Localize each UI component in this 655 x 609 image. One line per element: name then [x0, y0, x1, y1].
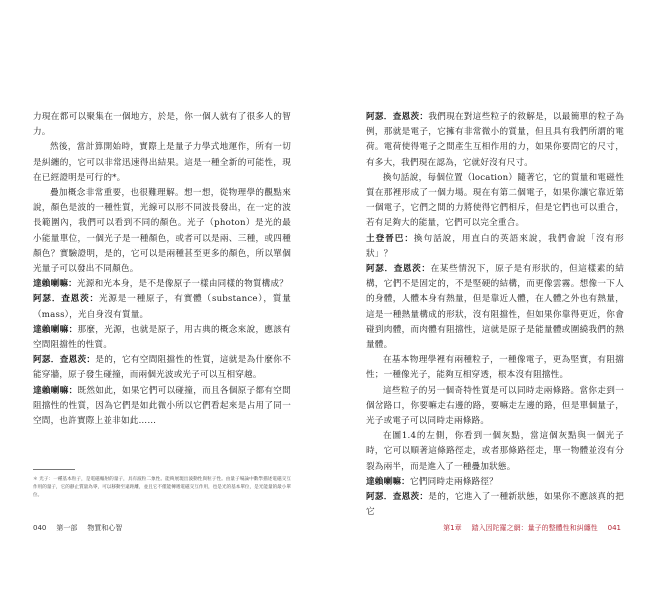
paragraph: 力現在都可以聚集在一個地方，於是，你一個人就有了很多人的智力。: [33, 112, 291, 138]
page-number: 041: [607, 524, 621, 532]
dialogue-paragraph: 阿瑟．查恩茨：是的，它進入了一種新狀態，如果你不應該真的把它: [366, 492, 625, 518]
dialogue-paragraph: 達賴喇嘛：那麼，光源，也就是原子，用古典的概念來說，應該有空間阻擋性的性質。: [33, 324, 291, 351]
speaker-name: 阿瑟．查恩茨：: [33, 294, 99, 305]
paragraph: 在基本物理學裡有兩種粒子，一種像電子，更為堅實，有阻擋性；一種像光子，能夠互相穿透，根本沒有阻擋性。: [366, 355, 624, 381]
speaker-name: 達賴喇嘛：: [33, 385, 78, 396]
speaker-name: 達賴喇嘛：: [33, 279, 77, 290]
chapter-title: 踏入因陀羅之網：量子的整體性和糾纏性: [471, 524, 598, 532]
dialogue-paragraph: 阿瑟．查恩茨：光源是一種原子，有實體（substance），質量（mass），光自身沒有質量。: [33, 294, 291, 320]
speaker-name: 阿瑟．查恩茨：: [366, 492, 429, 503]
paragraph: 然後，當計算開始時，實際上是量子力學式地運作，所有一切是糾纏的，它可以非常迅速得出結果。這是一種全新的可能性，現在已經證明是可行的*。: [33, 142, 291, 183]
paragraph: 換句話說，每個位置（location）隨著它，它的質量和電磁性質在那裡形成了一個力場。現在有第二個電子，如果你讓它靠近第一個電子，它們之間的力將使得它們相斥，但是它們也可以重合，若有足夠大的能量，它們可以完全重合。: [366, 172, 624, 229]
dialogue-paragraph: 阿瑟．查恩茨：在某些情況下，原子是有形狀的，但這樣素的結構，它們不是固定的，不是堅硬的結構，而更像雲霧。想像一下人的身體，人體本身有熱量，但是靠近人體，在人體之外也有熱量，這是一種熱量構成的形狀，沒有阻擋性，但如果你靠得更近，你會碰到肉體，而肉體有阻擋性，這就是原子是能量體或圍繞我們的熱量體。: [366, 264, 624, 351]
dialogue-paragraph: 達賴喇嘛：既然如此，如果它們可以碰撞，而且各個原子都有空間阻擋性的性質，因為它們是如此微小所以它們看起來是占用了同一空間，也許實際上並非如此……: [33, 385, 291, 427]
footnote: ＊ 光子：一種基本粒子，是電磁輻射的量子，具有波粒二象性。能夠展現出波動性與粒子性。由量子場論中數學描述電磁交互作用的量子，它的靜止質量為零，可以移動至遠距離，並且它不僅能傳遞電磁交互作用，也是光的基本單位，是光能量的最小單位。: [33, 477, 291, 498]
page-number: 040: [33, 524, 47, 532]
dialogue-paragraph: 阿瑟．查恩茨：是的，它有空間阻擋性的性質，這就是為什麼你不能穿牆，原子發生碰撞，而兩個光波或光子可以互相穿越。: [33, 355, 292, 381]
paragraph: 這些粒子的另一個奇特性質是可以同時走兩條路。當你走到一個岔路口，你要嘛走右邊的路，要嘛走左邊的路，但是單個量子，光子或電子可以同時走兩條路。: [366, 385, 624, 427]
left-folio: [33, 523, 122, 533]
dialogue-paragraph: 土登晉巴：換句話說，用直白的英語來說，我們會說「沒有形狀」？: [366, 233, 624, 259]
right-page: [366, 110, 624, 520]
right-folio: [443, 523, 621, 533]
speaker-name: 達賴喇嘛：: [33, 324, 78, 335]
speaker-name: 阿瑟．查恩茨：: [366, 112, 429, 122]
part-title: 物質和心智: [87, 524, 123, 532]
chapter-label: 第1章: [443, 524, 462, 532]
left-page: [33, 110, 291, 429]
speaker-name: 土登晉巴：: [366, 233, 414, 244]
footnote-divider: [33, 469, 75, 470]
speaker-name: 阿瑟．查恩茨：: [366, 264, 431, 275]
dialogue-paragraph: 達賴喇嘛：光源和光本身，是不是像原子一樣由同樣的物質構成？: [33, 279, 289, 290]
speaker-name: 阿瑟．查恩茨：: [33, 355, 96, 366]
dialogue-paragraph: 阿瑟．查恩茨：我們現在對這些粒子的敘解是，以最簡單的粒子為例，那就是電子，它擁有非常微小的質量，但且具有我們所謂的電荷。電荷使得電子之間產生互相作用的力，如果你要問它的尺寸，有多大，我們現在認為，它就好沒有尺寸。: [366, 112, 625, 168]
speaker-name: 達賴喇嘛：: [366, 476, 410, 487]
part-label: 第一部: [56, 524, 78, 532]
paragraph: 在圖1.4的左側，你看到一個灰點，當這個灰點與一個光子時，它可以順著這條路徑走，或者那條路徑走，單一物體並沒有分裂為兩半，而是進入了一種疊加狀態。: [366, 431, 624, 472]
paragraph: 疊加概念非常重要，也很難理解。想一想，從物理學的觀點來說，顏色是波的一種性質，光線可以形不同波長發出，在一定的波長範圍內，我們可以看到不同的顏色。光子（photon）是光的最小能量單位，一個光子是一種顏色，或者可以是兩、三種，或四種顏色？實驗證明，是的，它可以是兩種甚至更多的顏色，所以單個光量子可以發出不同顏色。: [33, 188, 291, 275]
dialogue-paragraph: 達賴喇嘛：它們同時走兩條路徑？: [366, 476, 498, 487]
